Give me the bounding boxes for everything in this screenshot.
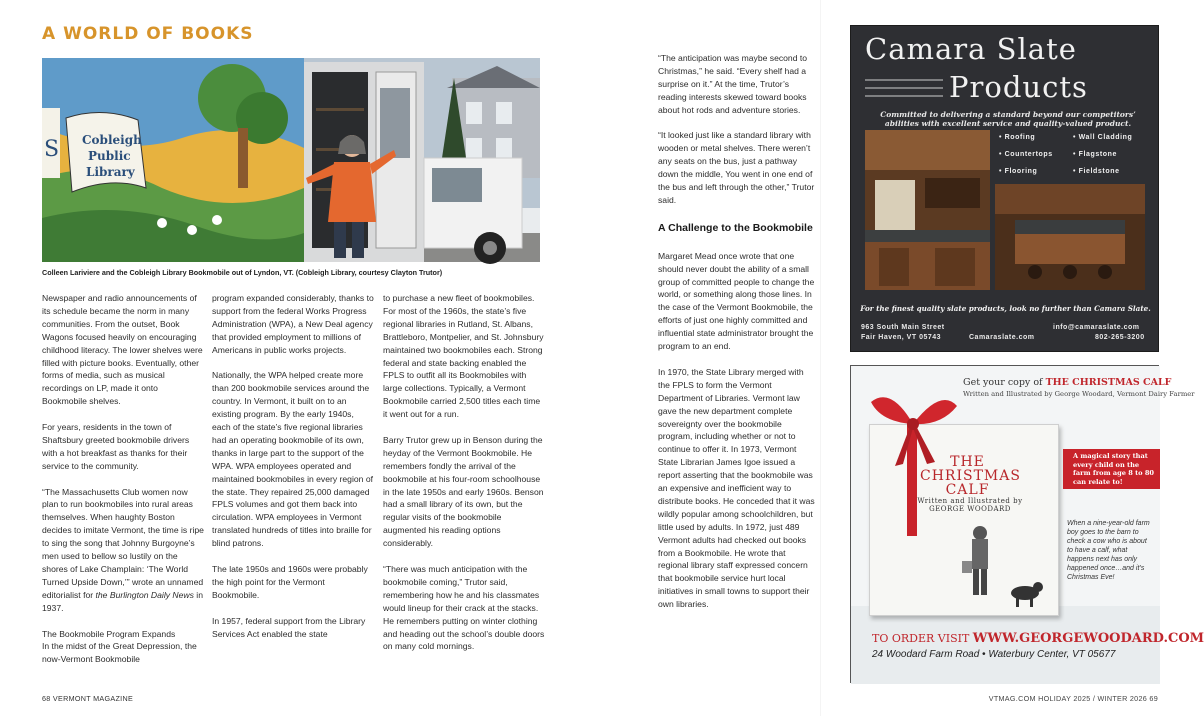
calf-address: 24 Woodard Farm Road • Waterbury Center, VT 05677 (872, 649, 1116, 660)
camara-city: Fair Haven, VT 05743 (861, 334, 942, 341)
section-heading: A Challenge to the Bookmobile (658, 221, 813, 234)
col3-paragraph-1: to purchase a new fleet of bookmobiles. For most of the 1960s, the state’s five regional libraries in Rutland, St. Albans, Brattleboro, Montpelier, and St. Johnsbury maintained two bookmobiles each. Strong federal and state backing enabled the FPLS to outfit all its Bookmobiles with large collections. Typically, a Vermont Bookmobile carried 2,500 titles each time it went out for a run. (383, 293, 544, 420)
calf-blurb: When a nine-year-old farm boy goes to the barn to check a cow who is about to have a calf, what happens next has only happened once…and it’s Christmas Eve! (1067, 520, 1150, 581)
red-ribbon-icon (851, 366, 971, 536)
left-page (0, 0, 600, 716)
calf-headline (963, 377, 1171, 388)
camara-title-line-1: Camara Slate (865, 32, 1077, 66)
camara-email-link[interactable]: info@camaraslate.com (1053, 324, 1140, 331)
bookmobile-illustration (42, 58, 540, 262)
col2-paragraph-4: In 1957, federal support from the Library Services Act enabled the state (212, 615, 366, 639)
camara-closing-line: For the finest quality slate products, look no further than Camara Slate. (860, 304, 1151, 313)
camara-street: 963 South Main Street (861, 324, 945, 331)
col1-paragraph-3 (42, 486, 204, 615)
camara-phone: 802-265-3200 (1095, 334, 1145, 341)
article-column-4 (658, 52, 818, 624)
col1-subhead: The Bookmobile Program Expands (42, 628, 176, 639)
page-number-right: 69 (1149, 694, 1158, 703)
section-title: A WORLD OF BOOKS (42, 24, 254, 44)
folio-issue: HOLIDAY 2025 / WINTER 2026 (1038, 694, 1148, 703)
decorative-lines-icon (865, 76, 943, 100)
camara-website-link[interactable]: Camaraslate.com (969, 334, 1035, 341)
calf-subline: Written and Illustrated by George Woodard, Vermont Dairy Farmer (963, 390, 1195, 398)
page-number-left: 68 (42, 694, 51, 703)
calf-book-author-name: GEORGE WOODARD (929, 505, 1011, 513)
service-roofing: • Roofing (999, 134, 1036, 141)
christmas-calf-ad[interactable] (850, 365, 1204, 683)
col2-paragraph-2: Nationally, the WPA helped create more than 200 bookmobile services around the country. In Vermont, it built on to an existing program. By the early 1940s, each of the state’s five regional libraries had an operating bookmobile of its own, thanks in large part to the support of the WPA. WPA employees operated and maintained bookmobiles in every region of the state. They repaired 25,000 damaged FPLS volumes and got them back into circulation. WPA employees in Vermont translated hundreds of titles into braille for blind patrons. (212, 370, 373, 549)
col4-paragraph-4: In 1970, the State Library merged with the FPLS to form the Vermont Department of Libraries. Vermont law gave the new department complete sovereignty over the bookmobile program, including whether or not to continue to offer it. In 1973, Vermont State Librarian James Igoe issued a report asserting that the bookmobile was an expensive and inefficient way to distribute books. He conceded that it was wildly popular among schoolchildren, but little used by adults. In 1972, just 489 Vermont adults had checked out books from a Bookmobile. He wrote that regional library staff expressed concern that bookmobile service hurt local initiatives in small towns to support their own libraries. (658, 366, 815, 610)
calf-order-link[interactable]: WWW.GEORGEWOODARD.COM (972, 631, 1204, 646)
folio-right (989, 694, 1158, 703)
magazine-name: VERMONT MAGAZINE (52, 694, 134, 703)
bookmobile-photo (42, 58, 540, 262)
dining-photo (995, 184, 1145, 290)
calf-order-line (872, 631, 1204, 646)
article-column-2 (212, 292, 374, 653)
calf-book-credit: Written and Illustrated by (917, 497, 1023, 505)
col1-paragraph-2: For years, residents in the town of Shaftsbury greeted bookmobile drivers with a hot breakfast as thanks for their service to the community. (42, 422, 190, 471)
service-countertops: • Countertops (999, 151, 1053, 158)
col2-paragraph-3: The late 1950s and 1960s were probably the high point for the Vermont Bookmobile. (212, 564, 368, 600)
camara-tagline: Committed to delivering a standard beyond our competitors’ abilities with excellent service and quality-valued product. (880, 110, 1136, 128)
photo-caption: Colleen Lariviere and the Cobleigh Library Bookmobile out of Lyndon, VT. (Cobleigh Library, courtesy Clayton Trutor) (42, 268, 443, 277)
col3-paragraph-3: “There was much anticipation with the bookmobile coming,” Trutor said, remembering how he and his classmates would lineup for their crack at the stacks. He remembers putting on winter clothing and heading out the school’s double doors on many cold mornings. (383, 564, 545, 652)
article-column-1 (42, 292, 204, 679)
service-flagstone: • Flagstone (1073, 151, 1118, 158)
folio-site: VTMAG.COM (988, 694, 1036, 703)
col4-paragraph-3: Margaret Mead once wrote that one should never doubt the ability of a small group of committed people to change the world, or something along those lines. In the case of the Vermont Bookmobile, the efforts of just one highly committed and influential state administrator brought the program to an end. (658, 250, 815, 352)
col1-p3-end: in 1937. (42, 589, 203, 613)
camara-title-line-2: Products (949, 70, 1088, 104)
article-column-3 (383, 292, 545, 666)
col1-paragraph-1: Newspaper and radio announcements of its schedule became the norm in many communities. From the outset, Book Wagons focused heavily on encouraging childhood literacy. The lower shelves were filled with picture books. Eventually, other forms of media, such as musical recordings on LP, made it onto Bookmobile shelves. (42, 293, 203, 407)
col4-paragraph-1: “The anticipation was maybe second to Christmas,” he said. “Every shelf had a surprise on it.” At the time, Trutor’s reading interests skewed toward books about hot rods and adventure stories. (658, 53, 808, 115)
banner-side-letter: S (44, 137, 60, 162)
kitchen-photo (865, 130, 990, 290)
column-divider (820, 0, 821, 716)
calf-headline-title: THE CHRISTMAS CALF (1045, 377, 1172, 388)
col1-paragraph-4: In the midst of the Great Depression, the now-Vermont Bookmobile (42, 641, 197, 665)
col1-p3-publication: the Burlington Daily News (95, 589, 194, 600)
service-fieldstone: • Fieldstone (1073, 168, 1120, 175)
banner-line-2: Public (88, 149, 131, 163)
calf-order-prefix: TO ORDER VISIT (872, 632, 973, 645)
banner-line-3: Library (86, 165, 135, 179)
col2-paragraph-1: program expanded considerably, thanks to support from the federal Works Progress Administration (WPA), a New Deal agency that provided employment to millions of Americans in public works projects. (212, 293, 374, 355)
service-flooring: • Flooring (999, 168, 1038, 175)
banner-line-1: Cobleigh (82, 133, 142, 147)
col3-paragraph-2: Barry Trutor grew up in Benson during the heyday of the Vermont Bookmobile. He remembers fondly the arrival of the bookmobile at his four-room schoolhouse in the late 1950s and early 1960s. Benson had a small library of its own, but the regular visits of the bookmobile augmented his reading options considerably. (383, 434, 544, 549)
calf-book-title: THE CHRISTMAS CALF (920, 454, 1021, 498)
calf-headline-prefix: Get your copy of (963, 377, 1046, 388)
calf-promo-badge: A magical story that every child on the farm from age 8 to 80 can relate to! (1063, 449, 1160, 489)
col1-p3-text: “The Massachusetts Club women now plan to run bookmobiles into rural areas themselves. When haughty Boston decides to imitate Vermont, the time is ripe to sing the song that Johnny Burgoyne’s men used to bellow so lustily on the shores of Lake Champlain: ‘The World Turned Upside Down,’” wrote an unnamed editorialist for (42, 486, 204, 600)
camara-slate-ad[interactable] (850, 25, 1159, 352)
folio-left (42, 694, 133, 703)
col4-paragraph-2: “It looked just like a standard library with wooden or metal shelves. There weren’t any seats on the bus, just a pathway down the middle, You went in one end of the bus and left through the other,” Trutor said. (658, 130, 815, 205)
service-wall-cladding: • Wall Cladding (1073, 134, 1133, 141)
